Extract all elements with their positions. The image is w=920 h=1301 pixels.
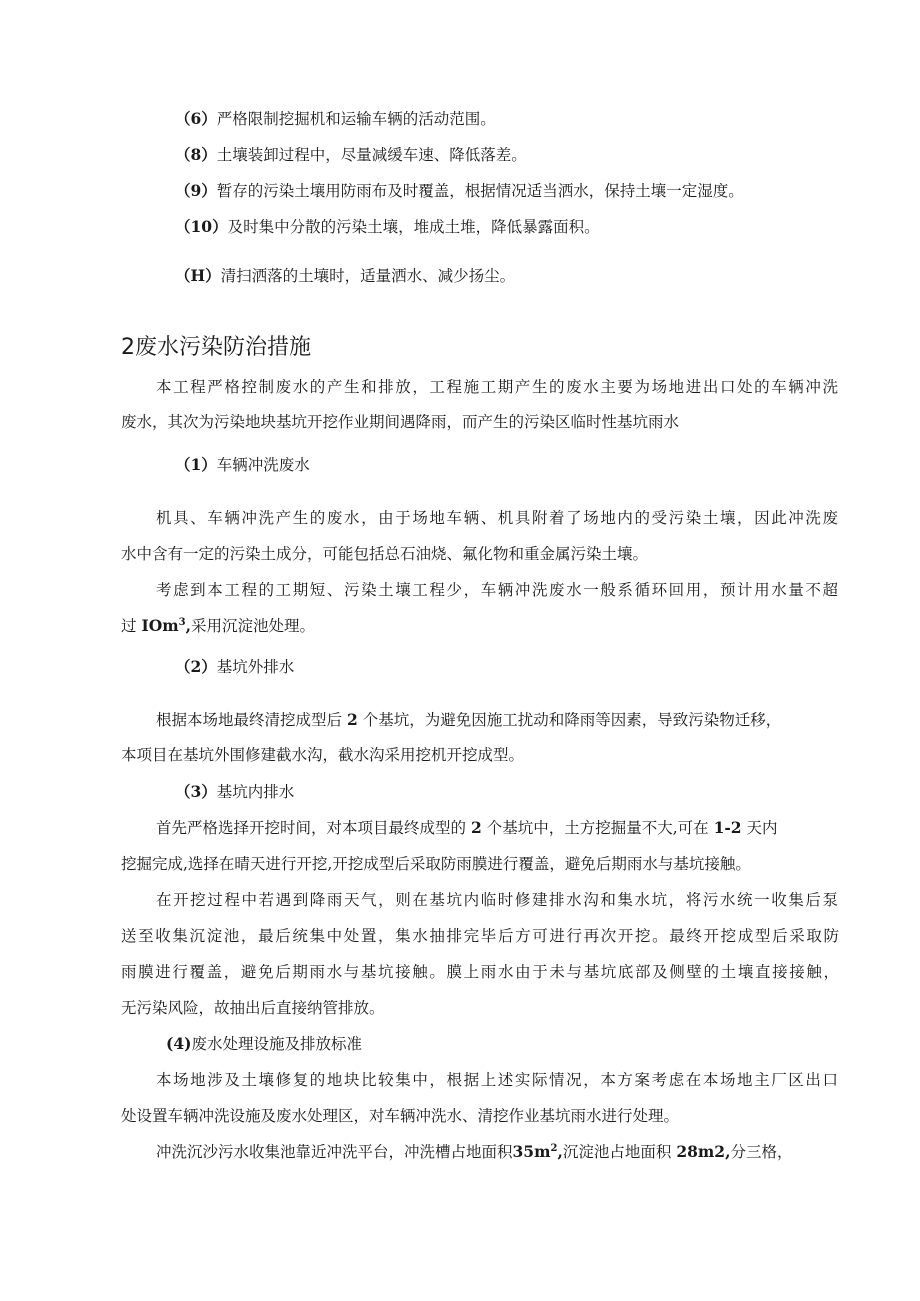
text-run: 过 bbox=[121, 617, 137, 635]
paragraph-line: 本场地涉及土壤修复的地块比较集中，根据上述实际情况，本方案考虑在本场地主厂区出口 bbox=[156, 1071, 838, 1089]
paragraph-line: 本项目在基坑外围修建截水沟，截水沟采用挖机开挖成型。 bbox=[121, 746, 525, 764]
subheading-1 bbox=[175, 455, 310, 475]
paragraph-line: 机具、车辆冲洗产生的废水，由于场地车辆、机具附着了场地内的受污染土壤，因此冲洗废 bbox=[156, 509, 838, 527]
subheading-text: 基坑外排水 bbox=[216, 658, 295, 676]
paragraph-line bbox=[156, 818, 838, 838]
paragraph-line: 废水，其次为污染地块基坑开挖作业期间遇降雨，而产生的污染区临时性基坑雨水 bbox=[121, 413, 680, 431]
text-run: 1-2 bbox=[713, 818, 742, 837]
item-text: 清扫洒落的土壤时，适量洒水、减少扬尘。 bbox=[220, 267, 516, 285]
text-run: 首先严格选择开挖时间，对本项目最终成型的 bbox=[156, 819, 467, 837]
paragraph-line bbox=[121, 616, 315, 636]
paragraph-line: 在开挖过程中若遇到降雨天气，则在基坑内临时修建排水沟和集水坑，将污水统一收集后泵 bbox=[156, 891, 838, 909]
text-run: 分三格， bbox=[730, 1143, 793, 1161]
list-item-6 bbox=[175, 109, 496, 129]
paragraph-line: 雨膜进行覆盖，避免后期雨水与基坑接触。膜上雨水由于未与基坑底部及侧壁的土壤直接接触， bbox=[121, 963, 839, 981]
text-run: 沉淀池占地面积 bbox=[562, 1143, 672, 1161]
subheading-text: 废水处理设施及排放标准 bbox=[191, 1035, 362, 1053]
text-run: 个基坑中，土方挖掘量不大,可在 bbox=[486, 819, 709, 837]
list-item-9 bbox=[175, 181, 744, 201]
item-number: （10） bbox=[175, 217, 228, 236]
item-number: （8） bbox=[175, 145, 217, 164]
subheading-text: 基坑内排水 bbox=[216, 783, 295, 801]
text-run: 天内 bbox=[746, 819, 778, 837]
subheading-3 bbox=[175, 782, 294, 802]
item-text: 土壤装卸过程中，尽量减缓车速、降低落差。 bbox=[216, 146, 527, 164]
paragraph-line: 水中含有一定的污染土成分，可能包括总石油烧、氟化物和重金属污染土壤。 bbox=[121, 545, 649, 563]
item-number: （H） bbox=[175, 266, 221, 285]
list-item-10 bbox=[175, 217, 600, 237]
item-number: （6） bbox=[175, 109, 217, 128]
paragraph-line bbox=[156, 1142, 793, 1162]
section-heading: 2废水污染防治措施 bbox=[121, 335, 311, 360]
superscript: 2 bbox=[550, 1142, 558, 1154]
subheading-number: (4) bbox=[166, 1034, 192, 1053]
text-run: 28m2, bbox=[676, 1142, 731, 1161]
text-run: 35m bbox=[512, 1142, 551, 1161]
text-run: 个基坑，为避免因施工扰动和降雨等因素，导致污染物迁移， bbox=[362, 711, 782, 729]
paragraph-line: 本工程严格控制废水的产生和排放，工程施工期产生的废水主要为场地进出口处的车辆冲洗 bbox=[156, 378, 838, 396]
paragraph-line: 考虑到本工程的工期短、污染土壤工程少，车辆冲洗废水一般系循环回用，预计用水量不超 bbox=[156, 581, 838, 599]
text-run: IOm bbox=[141, 616, 179, 635]
paragraph-line: 处设置车辆冲洗设施及废水处理区，对车辆冲洗水、清挖作业基坑雨水进行处理。 bbox=[121, 1107, 680, 1125]
item-number: （9） bbox=[175, 181, 217, 200]
superscript: 3 bbox=[178, 616, 186, 628]
text-run: 2 bbox=[346, 710, 358, 729]
subheading-text: 车辆冲洗废水 bbox=[216, 456, 310, 474]
text-run: 采用沉淀池处理。 bbox=[190, 617, 315, 635]
text-run: 2 bbox=[470, 818, 482, 837]
item-text: 暂存的污染土壤用防雨布及时覆盖，根据情况适当洒水，保持土壤一定湿度。 bbox=[216, 182, 744, 200]
text-run: 冲洗沉沙污水收集池靠近冲洗平台，冲洗槽占地面积 bbox=[156, 1143, 513, 1161]
paragraph-line: 挖掘完成,选择在晴天进行开挖,开挖成型后采取防雨膜进行覆盖，避免后期雨水与基坑接触。 bbox=[121, 855, 751, 873]
subheading-4 bbox=[166, 1034, 362, 1054]
subheading-number: （3） bbox=[175, 782, 217, 801]
list-item-8 bbox=[175, 145, 527, 165]
paragraph-line: 无污染风险，故抽出后直接纳管排放。 bbox=[121, 999, 385, 1017]
text-run: , bbox=[185, 616, 191, 635]
item-text: 严格限制挖掘机和运输车辆的活动范围。 bbox=[216, 110, 496, 128]
text-run: , bbox=[557, 1142, 563, 1161]
paragraph-line bbox=[156, 710, 838, 730]
list-item-h bbox=[175, 266, 515, 286]
subheading-number: （2） bbox=[175, 657, 217, 676]
paragraph-line: 送至收集沉淀池，最后统集中处置，集水抽排完毕后方可进行再次开挖。最终开挖成型后采取防 bbox=[121, 927, 839, 945]
subheading-number: （1） bbox=[175, 455, 217, 474]
item-text: 及时集中分散的污染土壤，堆成土堆，降低暴露面积。 bbox=[227, 218, 600, 236]
subheading-2 bbox=[175, 657, 294, 677]
text-run: 根据本场地最终清挖成型后 bbox=[156, 711, 343, 729]
